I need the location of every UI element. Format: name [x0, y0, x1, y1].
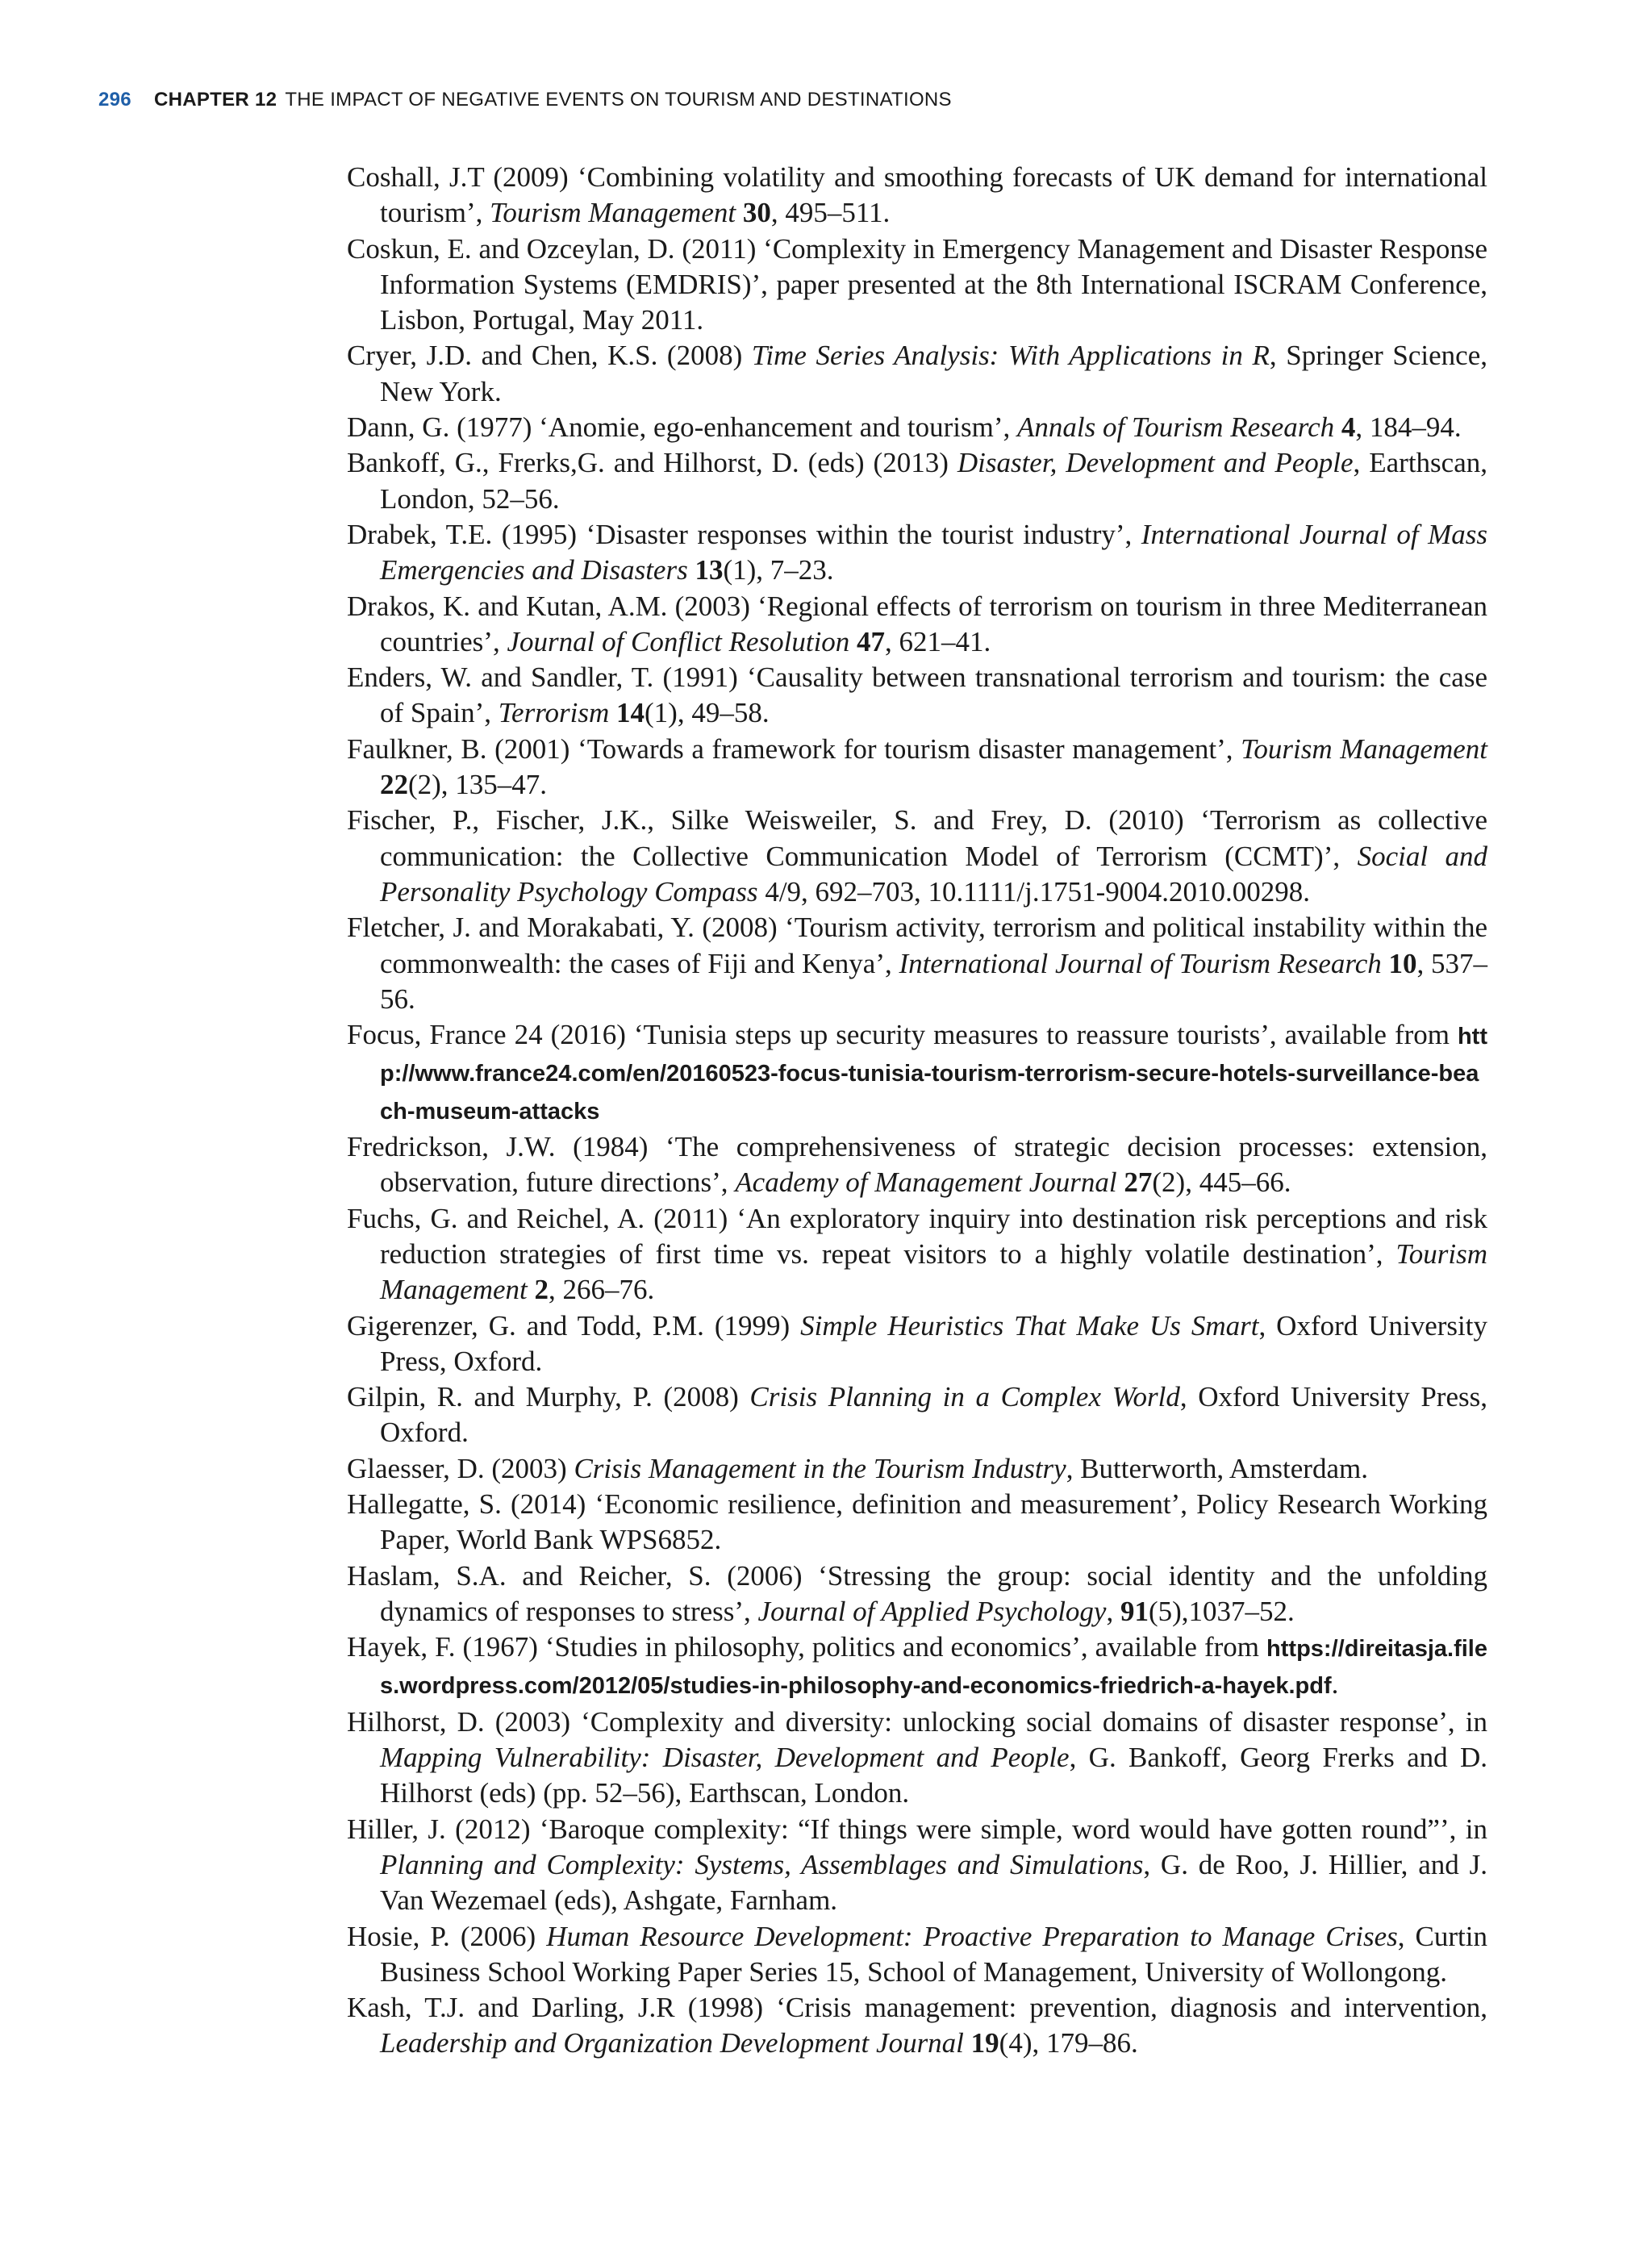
reference-url-link[interactable]: http://www.france24.com/en/20160523-focus-tunisia-tourism-terrorism-secure-hotels-surveillance-beach-museum-attacks [380, 1024, 1487, 1125]
reference-text: Dann, G. (1977) ‘Anomie, ego-enhancement and tourism’, [347, 411, 1018, 444]
reference-volume-bold: 30 [742, 197, 771, 229]
reference-volume-bold: 47 [857, 625, 886, 657]
reference-text: (1), 7–23. [723, 554, 834, 586]
reference-title-italic: Tourism Management [1241, 732, 1487, 765]
reference-entry [347, 445, 1487, 517]
reference-text: Cryer, J.D. and Chen, K.S. (2008) [347, 340, 752, 372]
reference-entry [347, 232, 1487, 339]
reference-entry [347, 1308, 1487, 1380]
reference-text: . [1331, 1668, 1339, 1700]
reference-text: , Earthscan, London, 52–56. [380, 447, 1487, 515]
reference-entry [347, 517, 1487, 589]
running-header [98, 89, 952, 111]
reference-title-italic: Crisis Planning in a Complex World [749, 1381, 1180, 1413]
reference-text: Focus, France 24 (2016) ‘Tunisia steps up security measures to reassure tourists’, available from [347, 1019, 1458, 1051]
reference-volume-bold: 13 [695, 554, 724, 586]
reference-text: , G. de Roo, J. Hillier, and J. Van Wezemael (eds), Ashgate, Farnham. [380, 1848, 1487, 1917]
reference-text: , G. Bankoff, Georg Frerks and D. Hilhorst (eds) (pp. 52–56), Earthscan, London. [380, 1742, 1487, 1809]
reference-volume-bold: 2 [534, 1274, 549, 1306]
reference-entry [347, 1630, 1487, 1705]
reference-title-italic: Annals of Tourism Research [1017, 411, 1335, 444]
reference-title-italic: Leadership and Organization Development Journal [380, 2027, 964, 2059]
reference-title-italic: Mapping Vulnerability: Disaster, Development and People [380, 1742, 1070, 1774]
reference-title-italic: Crisis Management in the Tourism Industry [574, 1452, 1066, 1484]
reference-entry [347, 589, 1487, 661]
reference-text: Glaesser, D. (2003) [347, 1452, 574, 1484]
reference-title-italic: Human Resource Development: Proactive Preparation to Manage Crises [546, 1920, 1398, 1952]
reference-text: Hallegatte, S. (2014) ‘Economic resilience, definition and measurement’, Policy Research Working Paper, World Bank WPS6852. [347, 1488, 1487, 1556]
reference-entry [347, 803, 1487, 910]
reference-title-italic: Journal of Applied Psychology [757, 1595, 1107, 1627]
reference-text [609, 697, 616, 728]
reference-text: Gilpin, R. and Murphy, P. (2008) [347, 1381, 750, 1413]
reference-title-italic: Terrorism [498, 697, 610, 729]
reference-entry [347, 338, 1487, 410]
reference-text: (1), 49–58. [645, 697, 770, 729]
reference-text [736, 197, 743, 228]
reference-url-link[interactable]: https://direitasja.files.wordpress.com/2012/05/studies-in-philosophy-and-economics-friedrich-a-hayek.pdf [380, 1636, 1487, 1700]
reference-entry [347, 1705, 1487, 1812]
reference-text: (2), 135–47. [408, 769, 548, 801]
reference-title-italic: Journal of Conflict Resolution [507, 625, 850, 657]
reference-entry [347, 1201, 1487, 1308]
reference-text: Gigerenzer, G. and Todd, P.M. (1999) [347, 1309, 801, 1342]
chapter-title: THE IMPACT OF NEGATIVE EVENTS ON TOURISM AND DESTINATIONS [285, 89, 952, 111]
reference-title-italic: Disaster, Development and People [957, 447, 1354, 479]
reference-title-italic: International Journal of Tourism Research [899, 947, 1382, 979]
reference-title-italic: Planning and Complexity: Systems, Assemblages and Simulations [380, 1848, 1144, 1880]
reference-entry [347, 410, 1487, 445]
reference-text: Fletcher, J. and Morakabati, Y. (2008) ‘Tourism activity, terrorism and political instability within the commonwealth: the cases of Fiji and Kenya’, [347, 912, 1487, 979]
reference-text: , Oxford University Press, Oxford. [380, 1309, 1487, 1377]
reference-text: , 266–76. [548, 1274, 655, 1306]
reference-text: Drabek, T.E. (1995) ‘Disaster responses within the tourist industry’, [347, 518, 1141, 550]
reference-volume-bold: 4 [1341, 411, 1356, 444]
reference-entry [347, 732, 1487, 803]
reference-entry [347, 1129, 1487, 1201]
reference-text: 4/9, 692–703, 10.1111/j.1751-9004.2010.00298. [757, 875, 1310, 908]
reference-entry [347, 910, 1487, 1017]
reference-volume-bold: 91 [1120, 1595, 1149, 1627]
reference-entry [347, 660, 1487, 732]
reference-text: (4), 179–86. [999, 2027, 1138, 2059]
reference-volume-bold: 19 [970, 2027, 999, 2059]
reference-title-italic: Time Series Analysis: With Applications in R [751, 340, 1270, 372]
reference-text: Haslam, S.A. and Reicher, S. (2006) ‘Stressing the group: social identity and the unfolding dynamics of responses to stress’, [347, 1559, 1487, 1627]
reference-entry [347, 1812, 1487, 1919]
reference-text: , Oxford University Press, Oxford. [380, 1381, 1487, 1449]
reference-entry [347, 1451, 1487, 1487]
reference-entry [347, 1379, 1487, 1451]
reference-list [347, 160, 1487, 2062]
reference-text: Coskun, E. and Ozceylan, D. (2011) ‘Complexity in Emergency Management and Disaster Response Information Systems (EMDRIS)’, paper presented at the 8th International ISCRAM Conference, Lisbon, Portugal, May 2011. [347, 232, 1487, 336]
reference-text: , 184–94. [1355, 411, 1462, 444]
reference-text: , Springer Science, New York. [380, 340, 1487, 407]
reference-text: Fuchs, G. and Reichel, A. (2011) ‘An exploratory inquiry into destination risk perceptions and risk reduction strategies of first time vs. repeat visitors to a highly volatile destination’, [347, 1202, 1487, 1270]
reference-volume-bold: 10 [1388, 947, 1417, 979]
reference-volume-bold: 27 [1124, 1166, 1153, 1199]
reference-entry [347, 1487, 1487, 1559]
reference-text: Hilhorst, D. (2003) ‘Complexity and diversity: unlocking social domains of disaster response’, in [347, 1705, 1487, 1738]
reference-text: (2), 445–66. [1152, 1166, 1291, 1199]
reference-entry [347, 160, 1487, 232]
reference-text: Drakos, K. and Kutan, A.M. (2003) ‘Regional effects of terrorism on tourism in three Mediterranean countries’, [347, 590, 1487, 657]
reference-title-italic: Social and Personality Psychology Compass [380, 840, 1488, 908]
reference-text: , Curtin Business School Working Paper Series 15, School of Management, University of Wollongong. [380, 1920, 1487, 1988]
reference-text: , 495–511. [770, 197, 891, 229]
reference-text: Hiller, J. (2012) ‘Baroque complexity: “If things were simple, word would have gotten round”’, in [347, 1813, 1487, 1845]
reference-text: Kash, T.J. and Darling, J.R (1998) ‘Crisis management: prevention, diagnosis and intervention, [347, 1992, 1487, 2024]
reference-text [849, 626, 857, 657]
reference-text: Hosie, P. (2006) [347, 1920, 547, 1952]
reference-volume-bold: 22 [380, 769, 408, 801]
reference-entry [347, 1990, 1487, 2062]
reference-text: Fischer, P., Fischer, J.K., Silke Weisweiler, S. and Frey, D. (2010) ‘Terrorism as collective communication: the Collective Communication Model of Terrorism (CCMT)’, [347, 804, 1487, 872]
reference-text: , [1106, 1595, 1120, 1627]
reference-text: Fredrickson, J.W. (1984) ‘The comprehensiveness of strategic decision processes: extension, observation, future directions’, [347, 1131, 1487, 1199]
reference-text: Coshall, J.T (2009) ‘Combining volatility and smoothing forecasts of UK demand for international tourism’, [347, 161, 1487, 229]
reference-text: Faulkner, B. (2001) ‘Towards a framework for tourism disaster management’, [347, 732, 1241, 765]
reference-title-italic: Tourism Management [490, 197, 736, 229]
reference-text: , 621–41. [885, 625, 991, 657]
reference-text: Hayek, F. (1967) ‘Studies in philosophy, politics and economics’, available from [347, 1631, 1267, 1663]
reference-title-italic: Simple Heuristics That Make Us Smart [800, 1309, 1259, 1342]
chapter-label: CHAPTER 12 [153, 89, 277, 111]
reference-text: (5),1037–52. [1148, 1595, 1295, 1627]
reference-title-italic: Tourism Management [380, 1237, 1487, 1306]
reference-text [1334, 411, 1341, 443]
reference-text: Bankoff, G., Frerks,G. and Hilhorst, D. (eds) (2013) [347, 447, 957, 479]
reference-text: , 537–56. [380, 947, 1488, 1015]
reference-entry [347, 1017, 1487, 1129]
reference-entry [347, 1559, 1487, 1630]
reference-entry [347, 1919, 1487, 1991]
reference-volume-bold: 14 [616, 697, 645, 729]
reference-text: , Butterworth, Amsterdam. [1066, 1452, 1368, 1484]
reference-text: Enders, W. and Sandler, T. (1991) ‘Causality between transnational terrorism and tourism: the case of Spain’, [347, 661, 1487, 729]
reference-title-italic: Academy of Management Journal [735, 1166, 1117, 1199]
page-number: 296 [98, 89, 131, 111]
reference-text [1382, 948, 1389, 979]
reference-title-italic: International Journal of Mass Emergencies and Disasters [380, 518, 1487, 586]
reference-text [964, 2027, 971, 2059]
